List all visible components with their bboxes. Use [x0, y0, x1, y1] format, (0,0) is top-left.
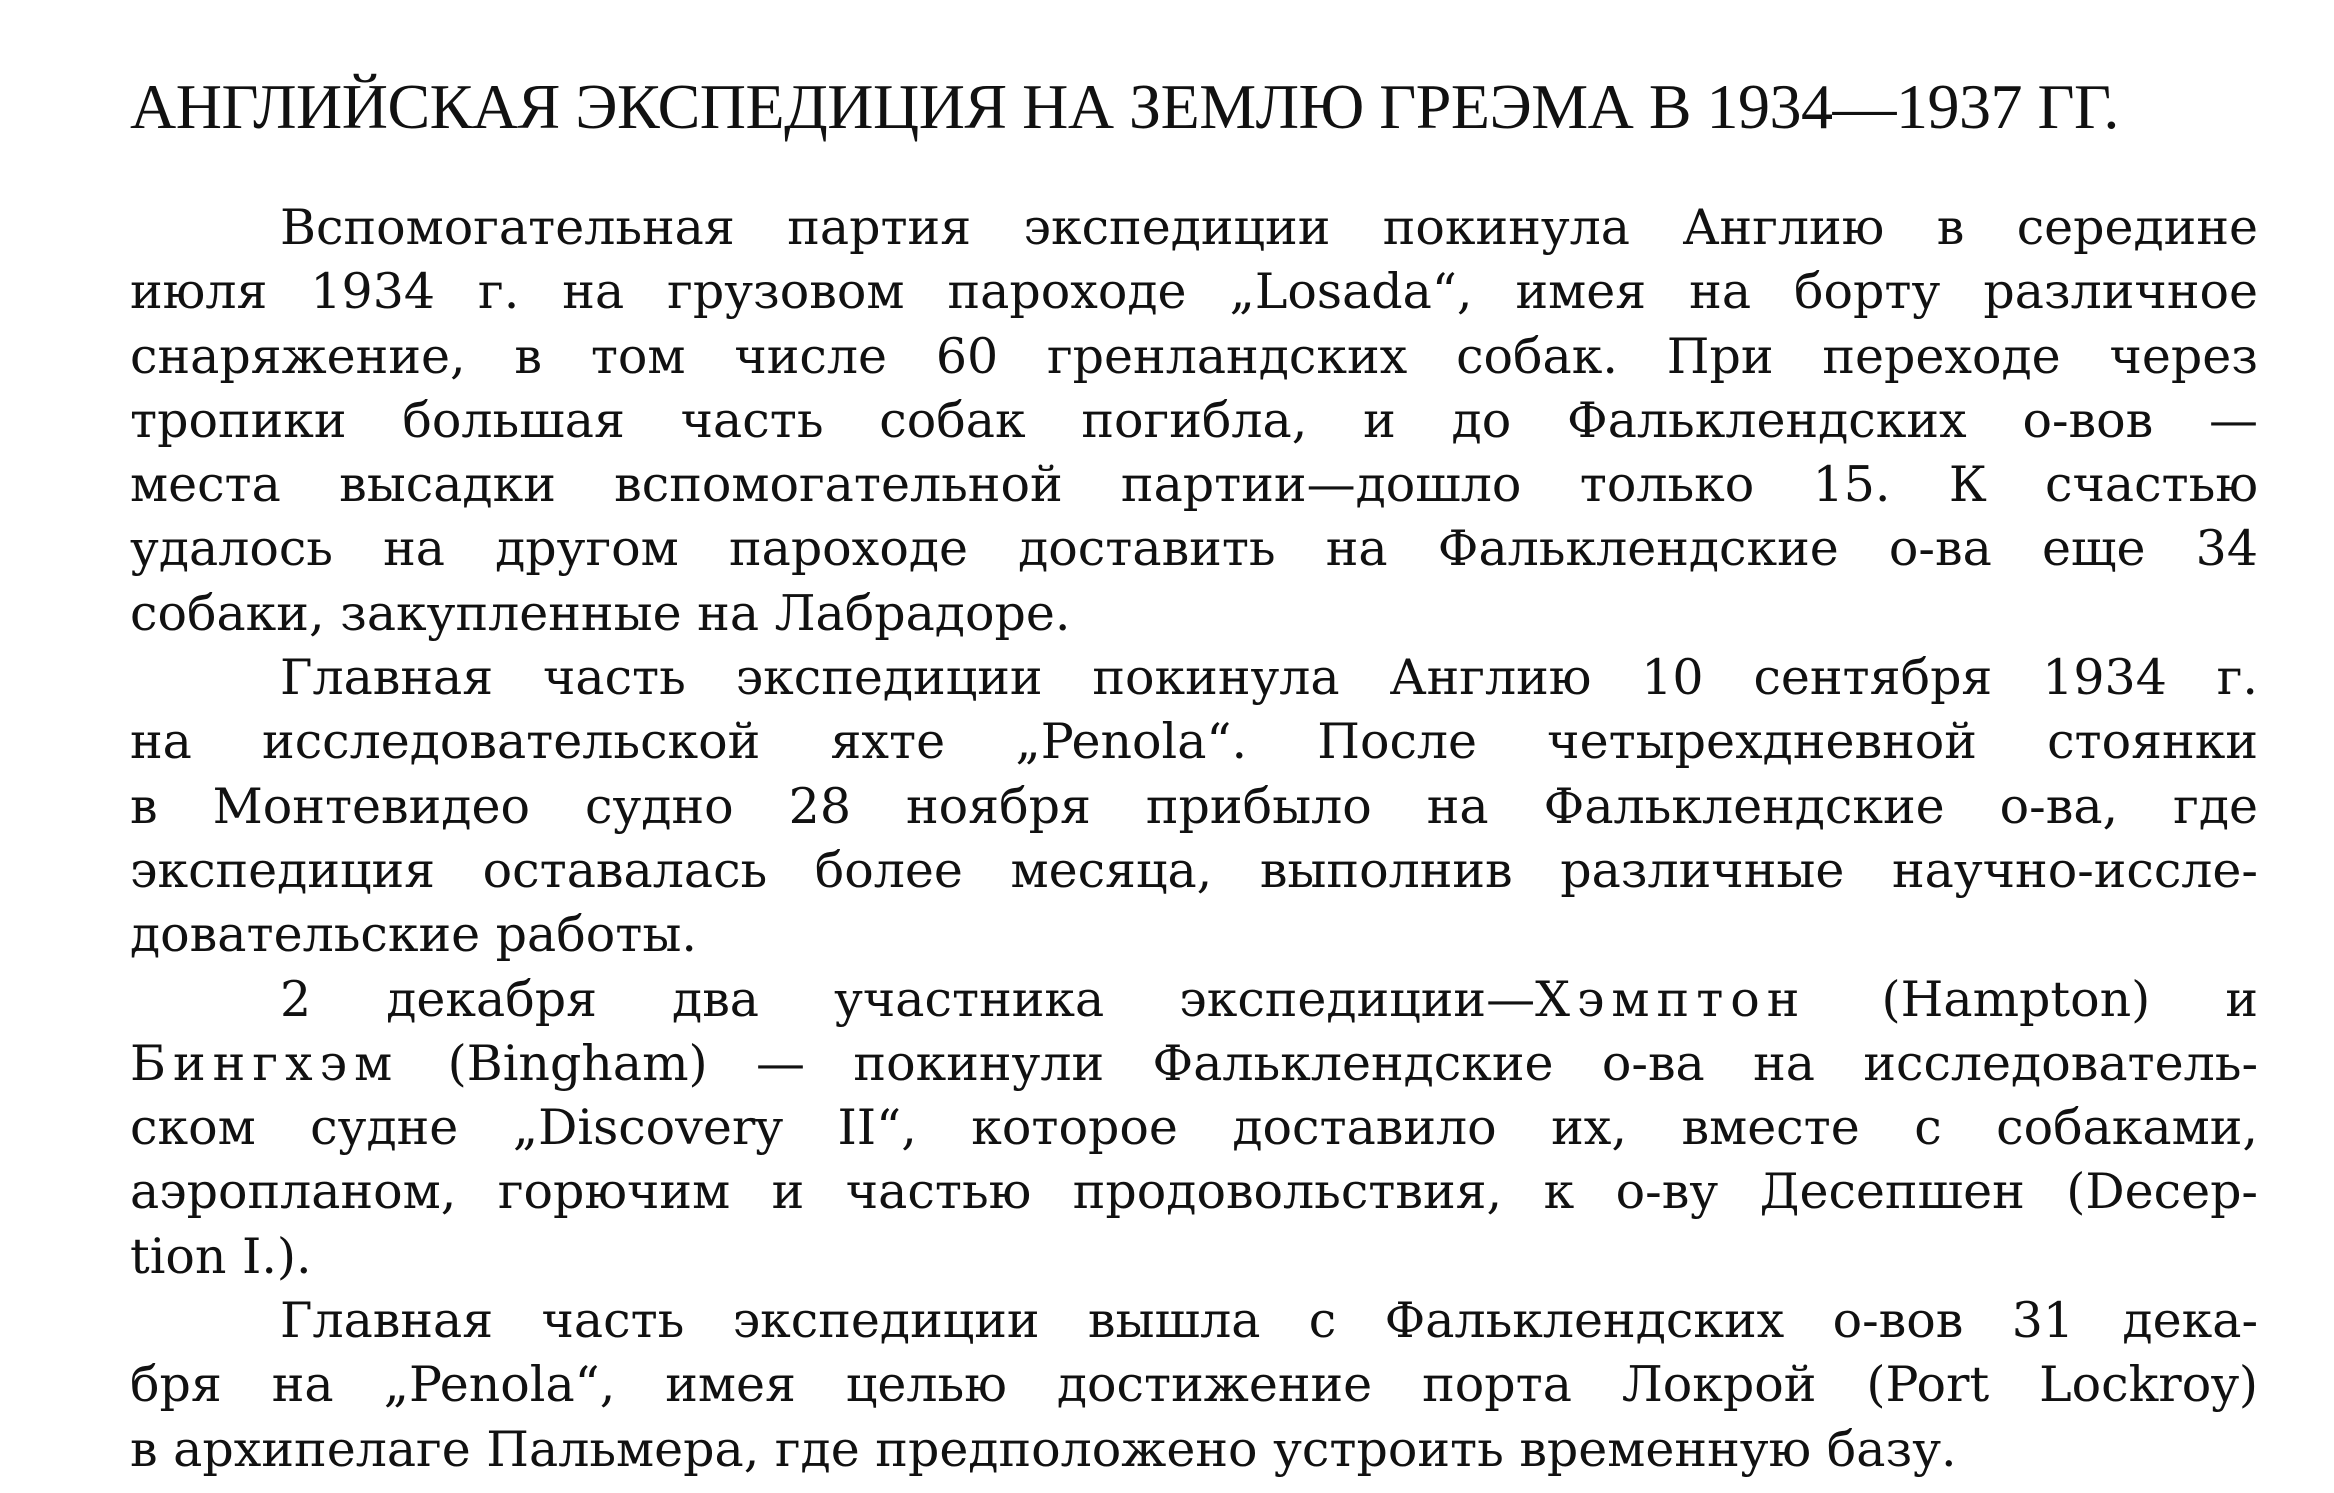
paragraph-4-line-2: бря на „Penola“, имея целью достижение порта Локрой (Port Lockroy)	[130, 1356, 2258, 1414]
paragraph-3-line-5: tion I.).	[130, 1227, 312, 1285]
name-hampton: Хэмптон	[1535, 970, 1807, 1028]
document-title: АНГЛИЙСКАЯ ЭКСПЕДИЦИЯ НА ЗЕМЛЮ ГРЕЭМА В 1934—1937 ГГ.	[130, 71, 2119, 142]
paragraph-3-line-1-part-c: (Hampton) и	[1806, 970, 2258, 1028]
paragraph-3-line-2	[130, 1032, 2258, 1096]
paragraph-3-line-1-part-a: 2 декабря два участника экспедиции—	[280, 970, 1536, 1028]
paragraph-2-line-5: довательские работы.	[130, 906, 697, 964]
paragraph-4-line-3: в архипелаге Пальмера, где предположено устроить временную базу.	[130, 1420, 1957, 1478]
paragraph-4-line-1: Главная часть экспедиции вышла с Фальклендских о-вов 31 дека-	[280, 1292, 2258, 1350]
paragraph-1-line-3: снаряжение, в том числе 60 гренландских собак. При переходе через	[130, 327, 2258, 385]
document-body	[130, 196, 2258, 1482]
paragraph-1-line-7: собаки, закупленные на Лабрадоре.	[130, 584, 1071, 642]
paragraph-3-line-2-part-b: (Bingham) — покинули Фальклендские о-ва на исследователь-	[399, 1034, 2258, 1092]
paragraph-2-line-1: Главная часть экспедиции покинула Англию 10 сентября 1934 г.	[280, 649, 2258, 707]
paragraph-3-line-1	[130, 968, 2258, 1032]
paragraph-3-line-3: ском судне „Discovery II“, которое доставило их, вместе с собаками,	[130, 1099, 2258, 1157]
name-bingham: Бингхэм	[130, 1034, 400, 1092]
paragraph-1-line-5: места высадки вспомогательной партии—дошло только 15. К счастью	[130, 456, 2258, 514]
paragraph-1-line-4: тропики большая часть собак погибла, и до Фальклендских о-вов —	[130, 391, 2258, 449]
paragraph-1-line-6: удалось на другом пароходе доставить на Фальклендские о-ва еще 34	[130, 520, 2258, 578]
paragraph-1-line-2: июля 1934 г. на грузовом пароходе „Losada“, имея на борту различное	[130, 263, 2258, 321]
paragraph-2-line-3: в Монтевидео судно 28 ноября прибыло на Фальклендские о-ва, где	[130, 777, 2258, 835]
paragraph-3-line-4: аэропланом, горючим и частью продовольствия, к о-ву Десепшен (Decep-	[130, 1163, 2258, 1221]
paragraph-1-line-1: Вспомогательная партия экспедиции покинула Англию в середине	[280, 199, 2258, 256]
paragraph-2-line-4: экспедиция оставалась более месяца, выполнив различные научно-иссле-	[130, 841, 2258, 899]
paragraph-2-line-2: на исследовательской яхте „Penola“. После четырехдневной стоянки	[130, 713, 2258, 771]
